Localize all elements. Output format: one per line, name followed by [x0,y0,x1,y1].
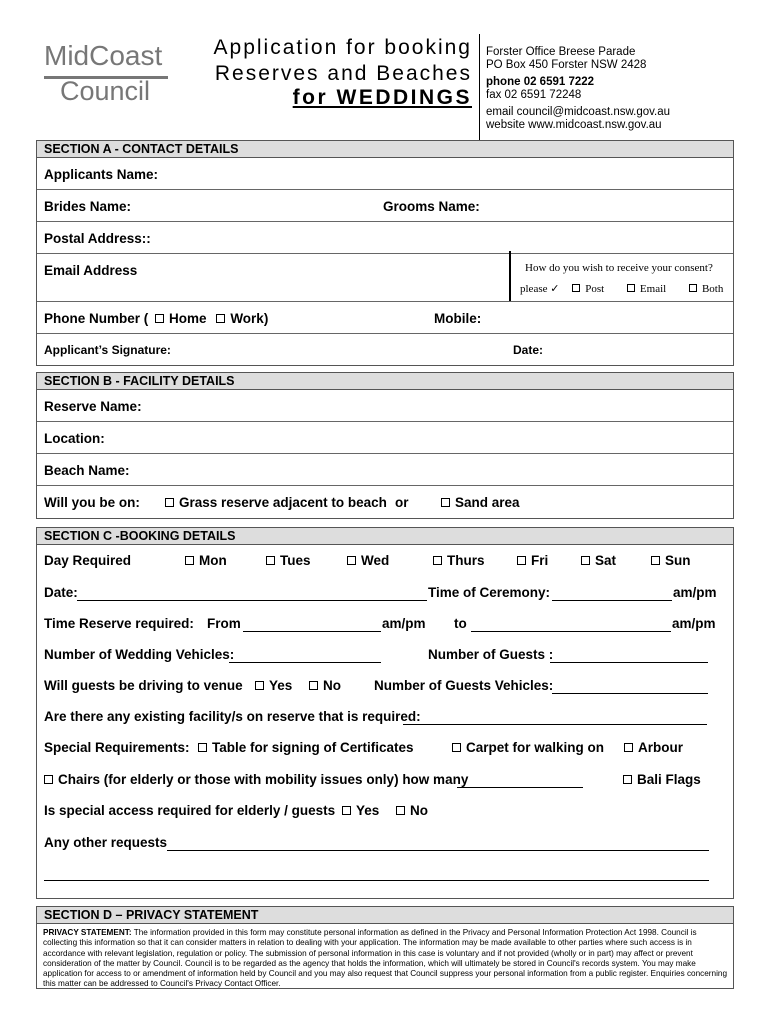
day-sun-option[interactable] [651,553,691,568]
consent-options [520,282,723,295]
chairs-option[interactable] [44,772,468,787]
sun-label: Sun [665,553,691,568]
email-checkbox[interactable] [627,284,635,292]
access-yes-checkbox[interactable] [342,806,351,815]
sun-checkbox[interactable] [651,556,660,565]
phone-number-label [44,311,268,326]
signature-date-label: Date: [513,343,544,357]
email-address[interactable]: email council@midcoast.nsw.gov.au [486,106,671,118]
phone-number: phone 02 6591 7222 [486,76,595,88]
thurs-checkbox[interactable] [433,556,442,565]
consent-divider [509,251,511,301]
sand-area-checkbox[interactable] [441,498,450,507]
privacy-statement [43,928,727,990]
access-yes-label: Yes [356,803,380,818]
grass-reserve-checkbox[interactable] [165,498,174,507]
or-label: or [395,495,409,510]
mobile-label: Mobile: [434,311,482,326]
section-c [36,527,734,899]
tues-checkbox[interactable] [266,556,275,565]
sand-area-option[interactable] [441,495,520,510]
signature-label: Applicant’s Signature: [44,343,171,357]
row-divider [37,189,733,190]
access-no-checkbox[interactable] [396,806,405,815]
num-vehicles-field[interactable] [229,662,381,663]
row-divider [37,253,733,254]
chairs-count-field[interactable] [457,787,583,788]
access-no-label: No [410,803,428,818]
ceremony-time-field[interactable] [552,600,672,601]
reserve-name-label: Reserve Name: [44,399,142,414]
to-ampm-label: am/pm [672,616,716,631]
num-guest-vehicles-label: Number of Guests Vehicles: [374,678,554,693]
day-tues-option[interactable] [266,553,311,568]
other-requests-label: Any other requests [44,835,168,850]
time-of-ceremony-label: Time of Ceremony: [428,585,551,600]
day-required-label: Day Required [44,553,132,568]
post-label: Post [585,283,605,295]
section-d-heading: SECTION D – PRIVACY STATEMENT [37,907,733,924]
driving-yes-option[interactable] [255,678,292,693]
day-sat-option[interactable] [581,553,616,568]
day-wed-option[interactable] [347,553,389,568]
chairs-label: Chairs (for elderly or those with mobility issues only) how many [58,772,469,787]
sat-checkbox[interactable] [581,556,590,565]
special-requirements-label: Special Requirements: [44,740,190,755]
row-divider [37,221,733,222]
home-label: Home [169,311,207,326]
carpet-option[interactable] [452,740,604,755]
wed-checkbox[interactable] [347,556,356,565]
applicants-name-label: Applicants Name: [44,167,159,182]
section-c-heading: SECTION C -BOOKING DETAILS [37,528,733,545]
fri-checkbox[interactable] [517,556,526,565]
other-requests-field[interactable] [167,850,709,851]
driving-no-checkbox[interactable] [309,681,318,690]
existing-facility-label: Are there any existing facility/s on reserve that is required: [44,709,421,724]
table-signing-option[interactable] [198,740,414,755]
row-divider [37,301,733,302]
office-address: Forster Office Breese Parade [486,46,636,58]
from-label: From [207,616,241,631]
ceremony-ampm-label: am/pm [673,585,717,600]
special-access-label: Is special access required for elderly / guests [44,803,336,818]
num-guests-field[interactable] [550,662,708,663]
table-signing-label: Table for signing of Certificates [212,740,414,755]
po-box: PO Box 450 Forster NSW 2428 [486,59,647,71]
sat-label: Sat [595,553,617,568]
thurs-label: Thurs [447,553,485,568]
privacy-label: PRIVACY STATEMENT: [43,928,132,937]
section-a [36,140,734,366]
from-ampm-label: am/pm [382,616,426,631]
location-label: Location: [44,431,105,446]
row-divider [37,421,733,422]
sand-area-label: Sand area [455,495,520,510]
access-no-option[interactable] [396,803,428,818]
chairs-checkbox[interactable] [44,775,53,784]
day-mon-option[interactable] [185,553,227,568]
email-label: Email [639,283,667,295]
bali-flags-label: Bali Flags [637,772,701,787]
home-checkbox[interactable] [155,314,164,323]
arbour-label: Arbour [638,740,683,755]
consent-both-option[interactable] [689,283,723,295]
bali-flags-checkbox[interactable] [623,775,632,784]
form-title-line3: for WEDDINGS [292,86,472,109]
fri-label: Fri [531,553,549,568]
num-guests-label: Number of Guests : [428,647,554,662]
num-vehicles-label: Number of Wedding Vehicles: [44,647,235,662]
wed-label: Wed [361,553,390,568]
carpet-checkbox[interactable] [452,743,461,752]
fax-number: fax 02 6591 72248 [486,89,582,101]
brides-name-label: Brides Name: [44,199,132,214]
row-divider [37,485,733,486]
access-yes-option[interactable] [342,803,379,818]
row-divider [37,333,733,334]
grass-reserve-option[interactable] [165,495,387,510]
grass-reserve-label: Grass reserve adjacent to beach [179,495,387,510]
from-time-field[interactable] [243,631,381,632]
driving-yes-checkbox[interactable] [255,681,264,690]
please-check-label: please ✓ [520,283,560,295]
header-divider [479,34,480,140]
to-label: to [454,616,467,631]
mon-label: Mon [199,553,227,568]
arbour-checkbox[interactable] [624,743,633,752]
day-fri-option[interactable] [517,553,548,568]
section-b [36,372,734,519]
form-title-line2: Reserves and Beaches [214,62,472,85]
day-thurs-option[interactable] [433,553,485,568]
work-checkbox[interactable] [216,314,225,323]
time-reserve-label: Time Reserve required: [44,616,194,631]
beach-name-label: Beach Name: [44,463,130,478]
consent-email-option[interactable] [627,283,666,295]
date-label: Date: [44,585,78,600]
logo-midcoast: MidCoast [44,40,163,71]
section-d [36,906,734,989]
other-requests-field-line2[interactable] [44,880,709,881]
num-guest-vehicles-field[interactable] [552,693,708,694]
date-field[interactable] [77,600,427,601]
consent-post-option[interactable] [572,283,604,295]
row-divider [37,453,733,454]
post-checkbox[interactable] [572,284,580,292]
driving-no-option[interactable] [309,678,341,693]
consent-question: How do you wish to receive your consent? [525,262,713,274]
work-label: Work) [230,311,269,326]
section-a-heading: SECTION A - CONTACT DETAILS [37,141,733,158]
privacy-text: The information provided in this form may constitute personal information as defined in the Privacy and Personal Information Protection Act 1998. Council is collecting this information so that it can consider matters in relation to dealing with your application. The information may be made available to other parties where such access is in accordance with relevant legislation, regulation or policy. The submission of personal information in this case is voluntary and if not provided (wholly or in part) may affect or prevent consideration of the matter by Council. Council is to be regarded as the agency that holds the information, which will ultimately be stored in Council's records system. You may make application for access to or amendment of information held by Council and you may also request that Council suppress your personal information from a public register. Enquiries concerning this matter can be addressed to Council's Privacy Contact Officer. [43,928,728,989]
mon-checkbox[interactable] [185,556,194,565]
section-b-heading: SECTION B - FACILITY DETAILS [37,373,733,390]
table-signing-checkbox[interactable] [198,743,207,752]
driving-no-label: No [323,678,341,693]
driving-yes-label: Yes [269,678,293,693]
existing-facility-field[interactable] [403,724,707,725]
email-address-label: Email Address [44,263,138,278]
postal-address-label: Postal Address:: [44,231,151,246]
both-checkbox[interactable] [689,284,697,292]
phone-label-text: Phone Number ( [44,311,149,326]
grooms-name-label: Grooms Name: [383,199,480,214]
logo-council: Council [60,76,151,106]
will-you-be-on-label: Will you be on: [44,495,140,510]
website[interactable]: website www.midcoast.nsw.gov.au [486,119,662,131]
form-title-line1: Application for booking [213,36,472,59]
to-time-field[interactable] [471,631,671,632]
carpet-label: Carpet for walking on [466,740,605,755]
bali-flags-option[interactable] [623,772,701,787]
both-label: Both [701,283,724,295]
arbour-option[interactable] [624,740,683,755]
guests-driving-label: Will guests be driving to venue [44,678,243,693]
tues-label: Tues [280,553,311,568]
